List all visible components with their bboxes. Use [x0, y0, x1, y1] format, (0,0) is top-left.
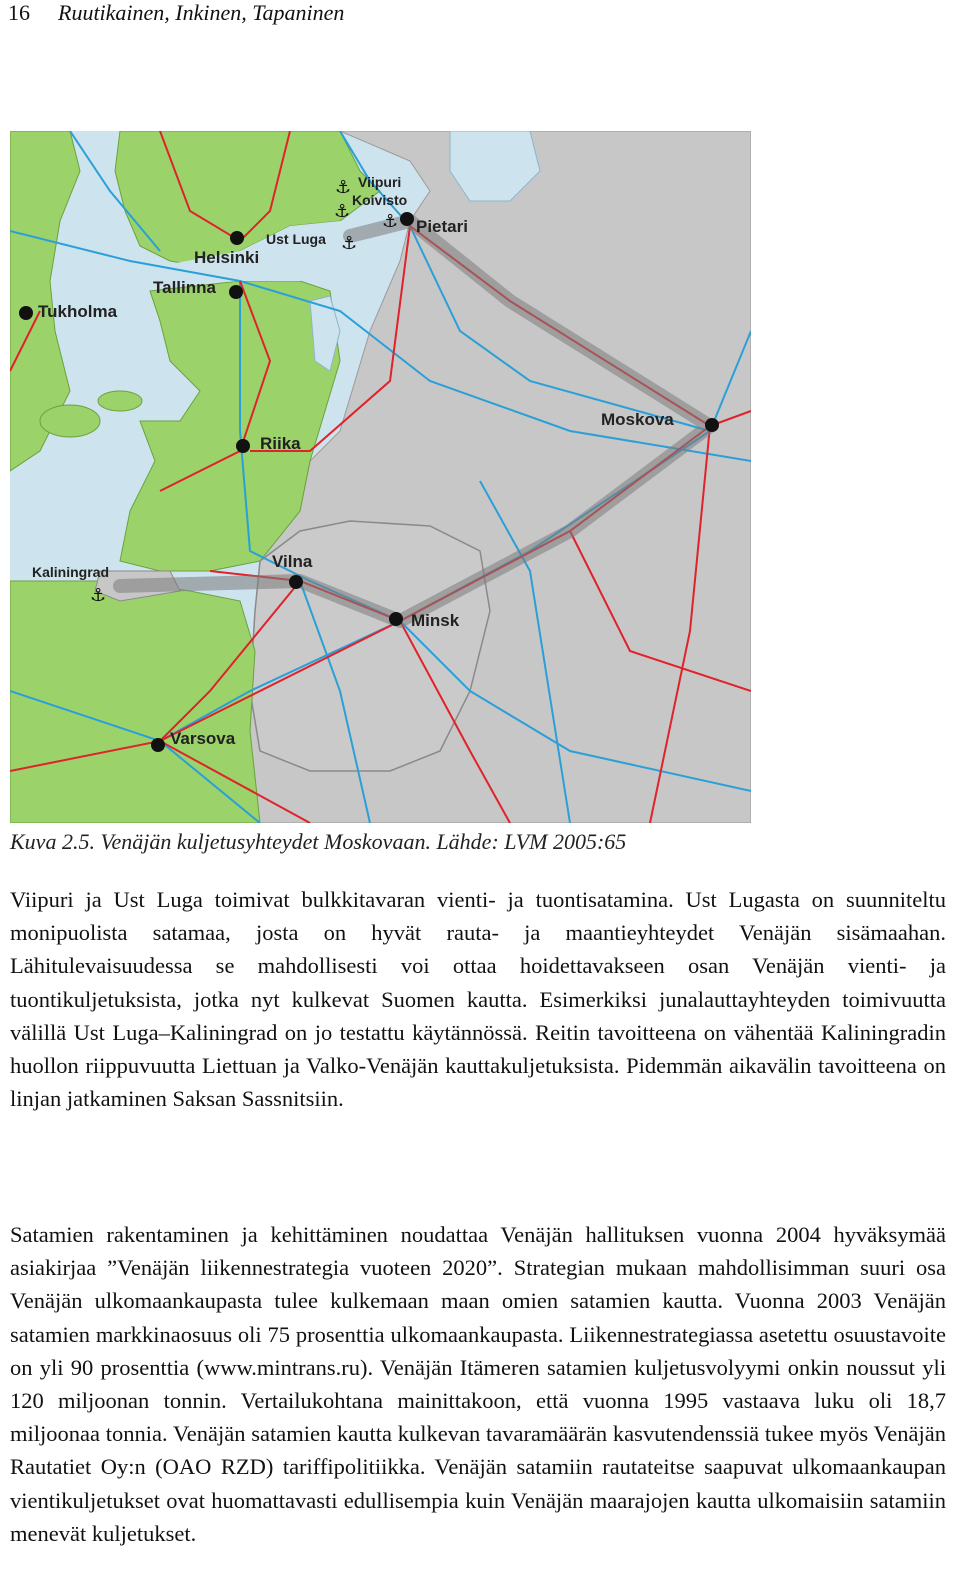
city-label: Varsova — [170, 729, 236, 748]
city-label: Koivisto — [352, 192, 408, 208]
city-label: Viipuri — [358, 174, 402, 190]
city-label: Tallinna — [153, 278, 216, 297]
city-label: Vilna — [272, 552, 313, 571]
city-label: Moskova — [601, 410, 674, 429]
anchor-icon: ⚓ — [382, 211, 399, 232]
island-saaremaa — [98, 391, 142, 411]
city-label: Ust Luga — [266, 231, 326, 247]
page-number: 16 — [8, 0, 30, 25]
city-dot-pietari — [400, 212, 414, 226]
city-label: Helsinki — [194, 248, 260, 267]
figure-caption: Kuva 2.5. Venäjän kuljetusyhteydet Moskovaan. Lähde: LVM 2005:65 — [10, 829, 627, 854]
anchor-icon: ⚓ — [335, 177, 352, 198]
anchor-icon: ⚓ — [341, 233, 358, 254]
land-poland — [10, 581, 260, 823]
running-authors: Ruutikainen, Inkinen, Tapaninen — [58, 0, 345, 25]
city-label: Minsk — [411, 611, 460, 630]
city-dot-minsk — [389, 612, 403, 626]
city-dot-helsinki — [230, 231, 244, 245]
city-label: Tukholma — [38, 302, 118, 321]
body-paragraph: Viipuri ja Ust Luga toimivat bulkkitavaran vienti- ja tuontisatamina. Ust Lugasta on suunniteltu monipuolista satamaa, josta on hyvät rauta- ja maantieyhteydet Venäjän sisämaahan. Lähitulevaisuudessa se mahdollisesti voi ottaa hoidettavakseen osan Venäjän vienti- ja tuontikuljetuksista, jotka nyt kulkevat Suomen kautta. Esimerkiksi junalauttayhteyden toimivuutta välillä Ust Luga–Kaliningrad on jo testattu käytännössä. Reitin tavoitteena on vähentää Kaliningradin huollon riippuvuutta Liettuan ja Valko-Venäjän kauttakuljetuksista. Pidemmän aikavälin tavoitteena on linjan jatkaminen Saksan Sassnitsiin. — [10, 887, 946, 1112]
city-dot-tukholma — [19, 306, 33, 320]
city-label: Riika — [260, 434, 301, 453]
island-gotland — [40, 405, 100, 437]
city-dot-tallinna — [229, 285, 243, 299]
city-dot-moskova — [705, 418, 719, 432]
city-label: Pietari — [416, 217, 468, 236]
map-canvas — [10, 131, 751, 823]
city-dot-varsova — [151, 738, 165, 752]
city-dot-vilna — [289, 575, 303, 589]
page-header — [8, 0, 344, 26]
city-dot-riika — [236, 439, 250, 453]
anchor-icon: ⚓ — [334, 201, 351, 222]
city-label: Kaliningrad — [32, 564, 110, 580]
transport-map — [10, 131, 751, 823]
body-paragraph: Satamien rakentaminen ja kehittäminen noudattaa Venäjän hallituksen vuonna 2004 hyväksymää asiakirjaa ”Venäjän liikennestrategia vuoteen 2020”. Strategian mukaan mahdollisimman suuri osa Venäjän ulkomaankaupasta tulee kulkemaan maan omien satamien kautta. Vuonna 2003 Venäjän satamien markkinaosuus oli 75 prosenttia ulkomaankaupasta. Liikennestrategiassa asetettu osuustavoite on yli 90 prosenttia (www.mintrans.ru). Venäjän Itämeren satamien kuljetusvolyymi onkin noussut yli 120 miljoonan tonnin. Vertailukohtana mainittakoon, että vuonna 1995 vastaava luku oli 18,7 miljoonaa tonnia. Venäjän satamien kautta kulkevan tavaramäärän kasvutendenssiä tukee myös Venäjän Rautatiet Oy:n (OAO RZD) tariffipolitiikka. Venäjän satamiin rautateitse saapuvat ulkomaankaupan vientikuljetukset ovat huomattavasti edullisempia kuin Venäjän maarajojen kautta ulkomaisiin satamiin menevät kuljetukset. — [10, 1222, 946, 1546]
anchor-icon: ⚓ — [90, 585, 107, 606]
